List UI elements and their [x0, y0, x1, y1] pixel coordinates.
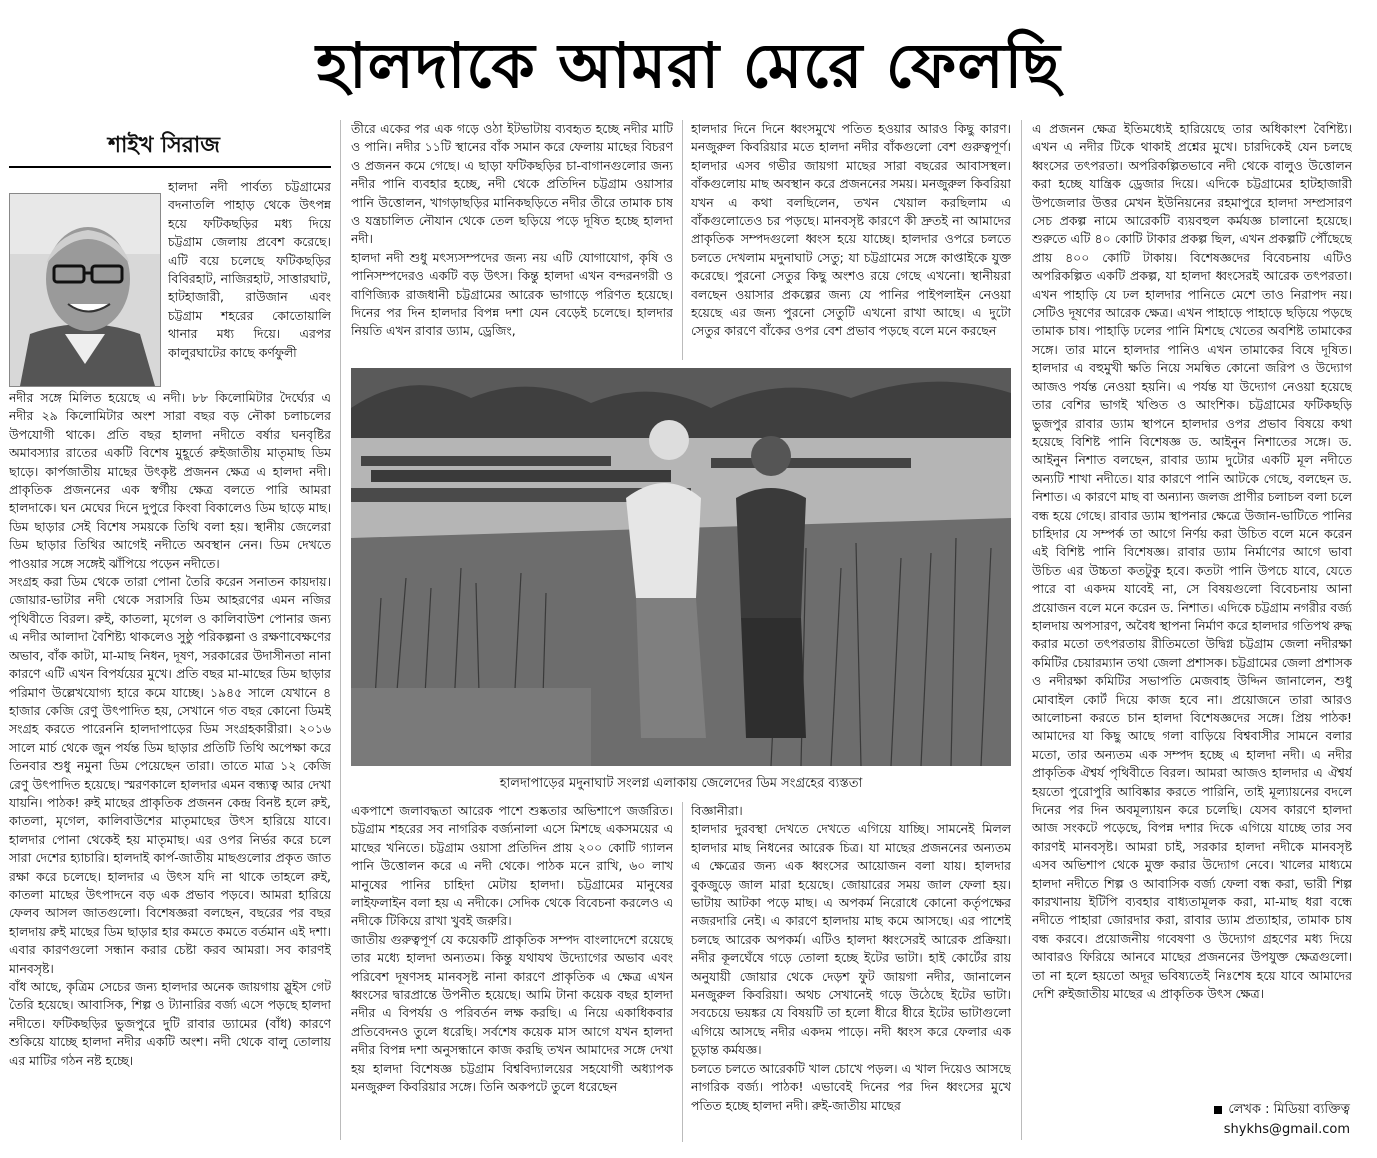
- column-4: [1032, 120, 1352, 1096]
- column-3-bottom: [691, 802, 1011, 1142]
- column-3-top: [691, 120, 1011, 360]
- column-1: [9, 389, 331, 1139]
- headline: হালদাকে আমরা মেরে ফেলছি: [316, 29, 1061, 102]
- paragraph: চলতে চলতে আরেকটি খাল চোখে পড়ল। এ খাল দিয়েও আসছে নাগরিক বর্জ্য। পাঠক! এভাবেই দিনের পর দিন ধ্বংসের মুখে পতিত হচ্ছে হালদা নদী। রুই-জাতীয় মাছের: [691, 1060, 1011, 1113]
- paragraph: হালদার দিনে দিনে ধ্বংসমুখে পতিত হওয়ার আরও কিছু কারণ। মনজুরুল কিবরিয়ার মতে হালদা নদীর বাঁকগুলো বেশ গুরুত্বপূর্ণ। হালদার এসব গভীর জায়গা মাছের সারা বছরের আবাসস্থল। বাঁকগুলোয় মাছ অবস্থান করে প্রজননের সময়। মনজুরুল কিবরিয়া যখন এ কথা বলছিলেন, তখন খেয়াল করছিলাম এ বাঁকগুলোতেও চর পড়ছে। মানবসৃষ্ট কারণে কী দ্রুতই না আমাদের প্রাকৃতিক সম্পদগুলো ধ্বংস হয়ে যাচ্ছে। হালদার ওপরে চলতে চলতে দেখলাম মদুনাঘাট সেতু; যা চট্টগ্রামের সঙ্গে কাপ্তাইকে যুক্ত করেছে। পুরনো সেতুর কিছু অংশও রয়ে গেছে এখনো। স্থানীয়রা বলছেন ওয়াসার প্রকল্পের জন্য যে পানির পাইপলাইন নেওয়া হয়েছে এর জন্য পুরনো সেতুটি এখনো রাখা আছে। এ দুটো সেতুর কারণে বাঁকের ওপর বেশ প্রভাব পড়ছে বলে মনে করছেন: [691, 121, 1011, 339]
- column-2-top: [351, 120, 673, 360]
- paragraph: হালদা নদী শুধু মৎস্যসম্পদের জন্য নয় এটি যোগাযোগ, কৃষি ও পানিসম্পদেরও একটি বড় উৎস। কিন্তু হালদা এখন বন্দরনগরী ও বাণিজ্যিক রাজধানী চট্টগ্রামের আরেক ভাগাড়ে পরিণত হয়েছে। দিনের পর দিন হালদার বিপন্ন দশা যেন বেড়েই চলেছে। হালদার নিয়তি এখন রাবার ড্যাম, ড্রেজিং,: [351, 249, 673, 339]
- photo-caption: হালদাপাড়ের মদুনাঘাট সংলগ্ন এলাকায় জেলেদের ডিম সংগ্রহের ব্যস্ততা: [499, 776, 863, 791]
- column-divider: [1021, 120, 1022, 1140]
- paragraph: নদীর সঙ্গে মিলিত হয়েছে এ নদী। ৮৮ কিলোমিটার দৈর্ঘ্যের এ নদীর ২৯ কিলোমিটার অংশ সারা বছর বড় নৌকা চলাচলের উপযোগী থাকে। প্রতি বছর হালদা নদীতে বর্ষার ঘনবৃষ্টির অমাবস্যার রাতের একটি বিশেষ মুহূর্তে রুইজাতীয় মাতৃমাছ ডিম ছাড়ে। কার্পজাতীয় মাছের উৎকৃষ্ট প্রজনন ক্ষেত্র এ হালদা নদী। প্রাকৃতিক প্রজননের এক স্বর্গীয় ক্ষেত্র বলতে পারি আমরা হালদাকে। ঘন মেঘের দিনে দুপুরে কিংবা বিকালেও ডিম ছাড়ে মাছ। ডিম ছাড়ার সেই বিশেষ সময়কে তিথি বলা হয়। স্থানীয় জেলেরা ডিম ছাড়ার তিথির আগেই নদীতে অবস্থান নেন। ডিম দেখতে পাওয়ার সঙ্গে সঙ্গেই ঝাঁপিয়ে পড়েন নদীতে।: [9, 390, 331, 571]
- bullet-square-icon: [1214, 1106, 1222, 1114]
- river-photo: [351, 368, 1011, 766]
- paragraph: এ প্রজনন ক্ষেত্র ইতিমধ্যেই হারিয়েছে তার অধিকাংশ বৈশিষ্ট্য। এখন এ নদীর টিকে থাকাই প্রশ্নের মুখে। চারদিকেই যেন চলছে ধ্বংসের তৎপরতা। অপরিকল্পিতভাবে নদী থেকে বালুও উত্তোলন করা হচ্ছে যান্ত্রিক ড্রেজার দিয়ে। এদিকে চট্টগ্রামের হাটহাজারী উপজেলার উত্তর মেখন ইউনিয়নের রহমাপুরে হালদা সম্প্রসারণ সেচ প্রকল্প নামে আরেকটি ব্যয়বহুল কর্মযজ্ঞ চালানো হয়েছে। শুরুতে এটি ৪০ কোটি টাকার প্রকল্প ছিল, এখন প্রকল্পটি পৌঁছেছে প্রায় ৪০০ কোটি টাকায়। বিশেষজ্ঞদের বিবেচনায় এটিও অপরিকল্পিত একটি প্রকল্প, যা হালদা ধ্বংসেরই আরেক তৎপরতা। এখন পাহাড়ি যে ঢল হালদার পানিতে মেশে তাও নিরাপদ নয়। সেটিও দূষণের আরেক ক্ষেত্র। এখন পাহাড়ে পাহাড়ে ছড়িয়ে পড়ছে তামাক চাষ। পাহাড়ি ঢলের পানি মিশছে খেতের অবশিষ্ট তামাকের সঙ্গে। তার মানে হালদার পানিও এখন তামাকের বিষে দূষিত। হালদার এ বহুমুখী ক্ষতি নিয়ে সমন্বিত কোনো জরিপ ও উদ্যোগ আজও পর্যন্ত নেওয়া হয়নি। এ পর্যন্ত যা উদ্যোগ নেওয়া হয়েছে তার বেশির ভাগই খণ্ডিত ও আংশিক। চট্টগ্রামের ফটিকছড়ি ভুজপুর রাবার ড্যাম স্থাপনে হালদার ওপর প্রভাব বিষয়ে কথা হয়েছে বিশিষ্ট পানি বিশেষজ্ঞ ড. আইনুন নিশাতের সঙ্গে। ড. আইনুন নিশাত বলছেন, রাবার ড্যাম দুটোর একটি মূল নদীতে অন্যটি শাখা নদীতে। যার কারণে পানি আটকে গেছে, বলছেন ড. নিশাত। এ কারণে মাছ বা অন্যান্য জলজ প্রাণীর চলাচল বলা চলে বন্ধ হয়ে গেছে। রাবার ড্যাম স্থাপনার ক্ষেত্রে উজান-ভাটিতে পানির চাহিদার যে সম্পর্ক তা আগে নির্ণয় করা উচিত বলে মনে করেন এই বিশিষ্ট পানি বিশেষজ্ঞ। রাবার ড্যাম নির্মাণের আগে ভাবা উচিত এর উচ্চতা কতটুকু হবে। কতটা পানি উপচে যাবে, যেতে পারে বা একদম যাবেই না, সে বিষয়গুলো বিবেচনায় আনা প্রয়োজন বলে মনে করেন ড. নিশাত। এদিকে চট্টগ্রাম নগরীর বর্জ্য হালদায় অপসারণ, অবৈধ স্থাপনা নির্মাণ করে হালদার গতিপথ রুদ্ধ করার মতো তৎপরতায় রীতিমতো উদ্বিগ্ন চট্টগ্রাম জেলা নদীরক্ষা কমিটির চেয়ারম্যান তথা জেলা প্রশাসক। চট্টগ্রামের জেলা প্রশাসক ও নদীরক্ষা কমিটির সভাপতি মেজবাহ উদ্দিন জানালেন, শুধু মোবাইল কোর্ট দিয়ে কাজ হবে না। প্রয়োজনে তারা আরও আলোচনা করতে চান হালদা বিশেষজ্ঞদের সঙ্গে। প্রিয় পাঠক! আমাদের যা কিছু আছে গলা বাড়িয়ে বিশ্ববাসীর সামনে বলার মতো, তার অন্যতম এক সম্পদ হচ্ছে এ হালদা নদী। এ নদীর প্রাকৃতিক ঐশ্বর্য পৃথিবীতে বিরল। আমরা আজও হালদার এ ঐশ্বর্য হয়তো পুরোপুরি আবিষ্কার করতে পারিনি, তাই মূল্যায়নের বদলে দিনের পর দিন অবমূল্যায়ন করে চলেছি। যেসব কারণে হালদা আজ সংকটে পড়েছে, বিপন্ন দশার দিকে এগিয়ে যাচ্ছে তার সব কারণই মানবসৃষ্ট। আমরা চাই, সরকার হালদা নদীকে মানবসৃষ্ট এসব অভিশাপ থেকে মুক্ত করার উদ্যোগ নেবে। খালের মাধ্যমে হালদা নদীতে শিল্প ও আবাসিক বর্জ্য ফেলা বন্ধ করা, ভারী শিল্প কারখানায় ইটিপি ব্যবহার বাধ্যতামূলক করা, মা-মাছ ধরা বন্ধে নদীতে পাহারা জোরদার করা, রাবার ড্যাম প্রত্যাহার, তামাক চাষ বন্ধ করবে। প্রয়োজনীয় গবেষণা ও উদ্যোগ গ্রহণের মধ্য দিয়ে আবারও ফিরিয়ে আনবে মাছের প্রজননের উপযুক্ত ক্ষেত্রগুলো। তা না হলে হয়তো অদূর ভবিষ্যতেই নিঃশেষ হয়ে যাবে আমাদের দেশি রুইজাতীয় মাছের এ প্রাকৃতিক উৎস ক্ষেত্র।: [1032, 121, 1352, 1002]
- column-divider: [682, 120, 683, 360]
- signature-label: লেখক : মিডিয়া ব্যক্তিত্ব: [1228, 1102, 1350, 1117]
- paragraph: একপাশে জলাবদ্ধতা আরেক পাশে শুষ্কতার অভিশাপে জর্জরিত। চট্টগ্রাম শহরের সব নাগরিক বর্জ্যনালা এসে মিশছে একসময়ের এ মাছের খনিতে। চট্টগ্রাম ওয়াসা প্রতিদিন প্রায় ২০০ কোটি গ্যালন পানি উত্তোলন করে এ নদী থেকে। পাঠক মনে রাখি, ৬০ লাখ মানুষের পানির চাহিদা মেটায় হালদা। চট্টগ্রামের মানুষের লাইফলাইন বলা হয় এ নদীকে। সেদিক থেকে বিবেচনা করলেও এ নদীকে টিকিয়ে রাখা খুবই জরুরি।: [351, 803, 673, 929]
- column-divider: [682, 802, 683, 1142]
- column-divider: [340, 120, 341, 1140]
- paragraph: জাতীয় গুরুত্বপূর্ণ যে কয়েকটি প্রাকৃতিক সম্পদ বাংলাদেশে রয়েছে তার মধ্যে হালদা অন্যতম। কিন্তু যথাযথ উদ্যোগের অভাব এবং পরিবেশ দূষণসহ মানবসৃষ্ট নানা কারণে প্রাকৃতিক এ ক্ষেত্র এখন ধ্বংসের দ্বারপ্রান্তে উপনীত হয়েছে। আমি টানা কয়েক বছর হালদা নদীর এ বিপর্যয় ও পরিবর্তন লক্ষ করছি। এ নিয়ে একাধিকবার প্রতিবেদনও তুলে ধরেছি। সর্বশেষ কয়েক মাস আগে যখন হালদা নদীর বিপন্ন দশা অনুসন্ধানে কাজ করছি তখন আমাদের সঙ্গে দেখা হয় হালদা বিশেষজ্ঞ চট্টগ্রাম বিশ্ববিদ্যালয়ের সহযোগী অধ্যাপক মনজুরুল কিবরিয়ার সঙ্গে। তিনি অকপটে তুলে ধরেছেন: [351, 931, 673, 1095]
- byline-rule: [9, 166, 331, 168]
- signature-email: shykhs@gmail.com: [1223, 1122, 1350, 1137]
- author-signature: [1030, 1100, 1350, 1140]
- paragraph: তীরে একের পর এক গড়ে ওঠা ইটভাটায় ব্যবহৃত হচ্ছে নদীর মাটি ও পানি। নদীর ১১টি স্থানের বাঁক সমান করে ফেলায় মাছের বিচরণ ও প্রজনন কমে গেছে। এ ছাড়া ফটিকছড়ির চা-বাগানগুলোর জন্য নদীর পানি ব্যবহার হচ্ছে, নদী থেকে প্রতিদিন চট্টগ্রাম ওয়াসার পানি উত্তোলন, খাগড়াছড়ির মানিকছড়িতে নদীর তীরে তামাক চাষ ও যন্ত্রচালিত নৌযান থেকে তেল ছড়িয়ে পড়ে দূষিত হচ্ছে হালদা নদী।: [351, 121, 673, 247]
- author-portrait: [9, 193, 161, 387]
- column-1-beside-photo: [168, 178, 331, 372]
- column-2-bottom: [351, 802, 673, 1142]
- paragraph: বাঁধ আছে, কৃত্রিম সেচের জন্য হালদার অনেক জায়গায় স্লুইস গেট তৈরি হয়েছে। আবাসিক, শিল্প ও ট্যানারির বর্জ্য এসে পড়ছে হালদা নদীতে। ফটিকছড়ির ভুজপুরে দুটি রাবার ড্যামের (বাঁধ) কারণে শুকিয়ে যাচ্ছে হালদা নদীর একটি অংশ। নদী থেকে বালু তোলায় এর মাটির গঠন নষ্ট হচ্ছে।: [9, 979, 331, 1068]
- signature-label-line: [1030, 1100, 1350, 1120]
- paragraph: বিজ্ঞানীরা।: [691, 803, 743, 818]
- byline: শাইখ সিরাজ: [108, 132, 220, 158]
- paragraph: সংগ্রহ করা ডিম থেকে তারা পোনা তৈরি করেন সনাতন কায়দায়। জোয়ার-ভাটার নদী থেকে সরাসরি ডিম আহরণের এমন নজির পৃথিবীতে বিরল। রুই, কাতলা, মৃগেল ও কালিবাউশ পোনার জন্য এ নদীর আলাদা বৈশিষ্ট্য থাকলেও সুষ্ঠু পরিকল্পনা ও রক্ষণাবেক্ষণের অভাব, বাঁক কাটা, মা-মাছ নিধন, দূষণ, সরকারের উদাসীনতা নানা কারণে এটি এখন বিপর্যয়ের মুখে। প্রতি বছর মা-মাছের ডিম ছাড়ার পরিমাণ উল্লেখযোগ্য হারে কমে যাচ্ছে। ১৯৪৫ সালে যেখানে ৪ হাজার কেজি রেণু উৎপাদিত হয়, সেখানে গত বছর কোনো ডিমই সংগ্রহ করতে পারেননি হালদাপাড়ের ডিম সংগ্রহকারীরা। ২০১৬ সালে মার্চ থেকে জুন পর্যন্ত ডিম ছাড়ার প্রতিটি তিথি অপেক্ষা করে তিনবার শুধু নমুনা ডিম পেয়েছেন তারা। তাতে মাত্র ১২ কেজি রেণু উৎপাদিত হয়েছে। স্মরণকালে হালদার এমন বন্ধ্যত্ব আর দেখা যায়নি। পাঠক! রুই মাছের প্রাকৃতিক প্রজনন কেন্দ্র বিনষ্ট হলে রুই, কাতলা, মৃগেল, কালিবাউশের মাতৃমাছের উৎস হারিয়ে যাবে। হালদার পোনা থেকেই হয় মাতৃমাছ। এর ওপর নির্ভর করে চলে সারা দেশের হ্যাচারি। হালদাই কার্প-জাতীয় মাছগুলোর প্রকৃত জাত রক্ষা করে চলেছে। হালদার এ উৎস যদি না থাকে তাহলে রুই, কাতলা মাছের উৎপাদনে বড় এক প্রভাব পড়বে। আমরা হারিয়ে ফেলব আসল জাতগুলো। বিশেষজ্ঞরা বলছেন, বছরের পর বছর হালদায় রুই মাছের ডিম ছাড়ার হার কমতে কমতে বর্তমান এই দশা। এবার কারণগুলো সন্ধান করার চেষ্টা করব আমরা। সব কারণই মানবসৃষ্ট।: [9, 574, 331, 976]
- paragraph: হালদার দুরবস্থা দেখতে দেখতে এগিয়ে যাচ্ছি। সামনেই মিলল হালদার মাছ নিধনের আরেক চিত্র। যা মাছের প্রজননের অন্যতম এ ক্ষেত্রের জন্য এক ধ্বংসের আয়োজন বলা যায়। হালদার বুকজুড়ে জাল মারা হয়েছে। জোয়ারের সময় জাল ফেলা হয়। ভাটায় আটকা পড়ে মাছ। এ অপকর্ম নিরোধে কোনো কর্তৃপক্ষের নজরদারি নেই। এ কারণে হালদায় মাছ কমে আসছে। এর পাশেই চলছে আরেক অপকর্ম। এটিও হালদা ধ্বংসেরই আরেক প্রক্রিয়া। নদীর কূলঘেঁষে গড়ে তোলা হচ্ছে ইটের ভাটা। হাই কোর্টের রায় অনুযায়ী জোয়ার থেকে দেড়শ ফুট জায়গা নদীর, জানালেন মনজুরুল কিবরিয়া। অথচ সেখানেই গড়ে উঠেছে ইটের ভাটা। সবচেয়ে ভয়ঙ্কর যে বিষয়টি তা হলো ধীরে ধীরে ইটের ভাটাগুলো এগিয়ে আসছে নদীর একদম পাড়ে। নদী ধ্বংস করে ফেলার এক চূড়ান্ত কর্মযজ্ঞ।: [691, 821, 1011, 1058]
- paragraph: হালদা নদী পার্বত্য চট্টগ্রামের বদনাতলি পাহাড় থেকে উৎপন্ন হয়ে ফটিকছড়ির মধ্য দিয়ে চট্টগ্রাম জেলায় প্রবেশ করেছে। এটি বয়ে চলেছে ফটিকছড়ির বিবিরহাট, নাজিরহাট, সাত্তারঘাট, হাটহাজারী, রাউজান এবং চট্টগ্রাম শহরের কোতোয়ালি থানার মধ্য দিয়ে। এরপর কালুরঘাটের কাছে কর্ণফুলী: [168, 179, 331, 360]
